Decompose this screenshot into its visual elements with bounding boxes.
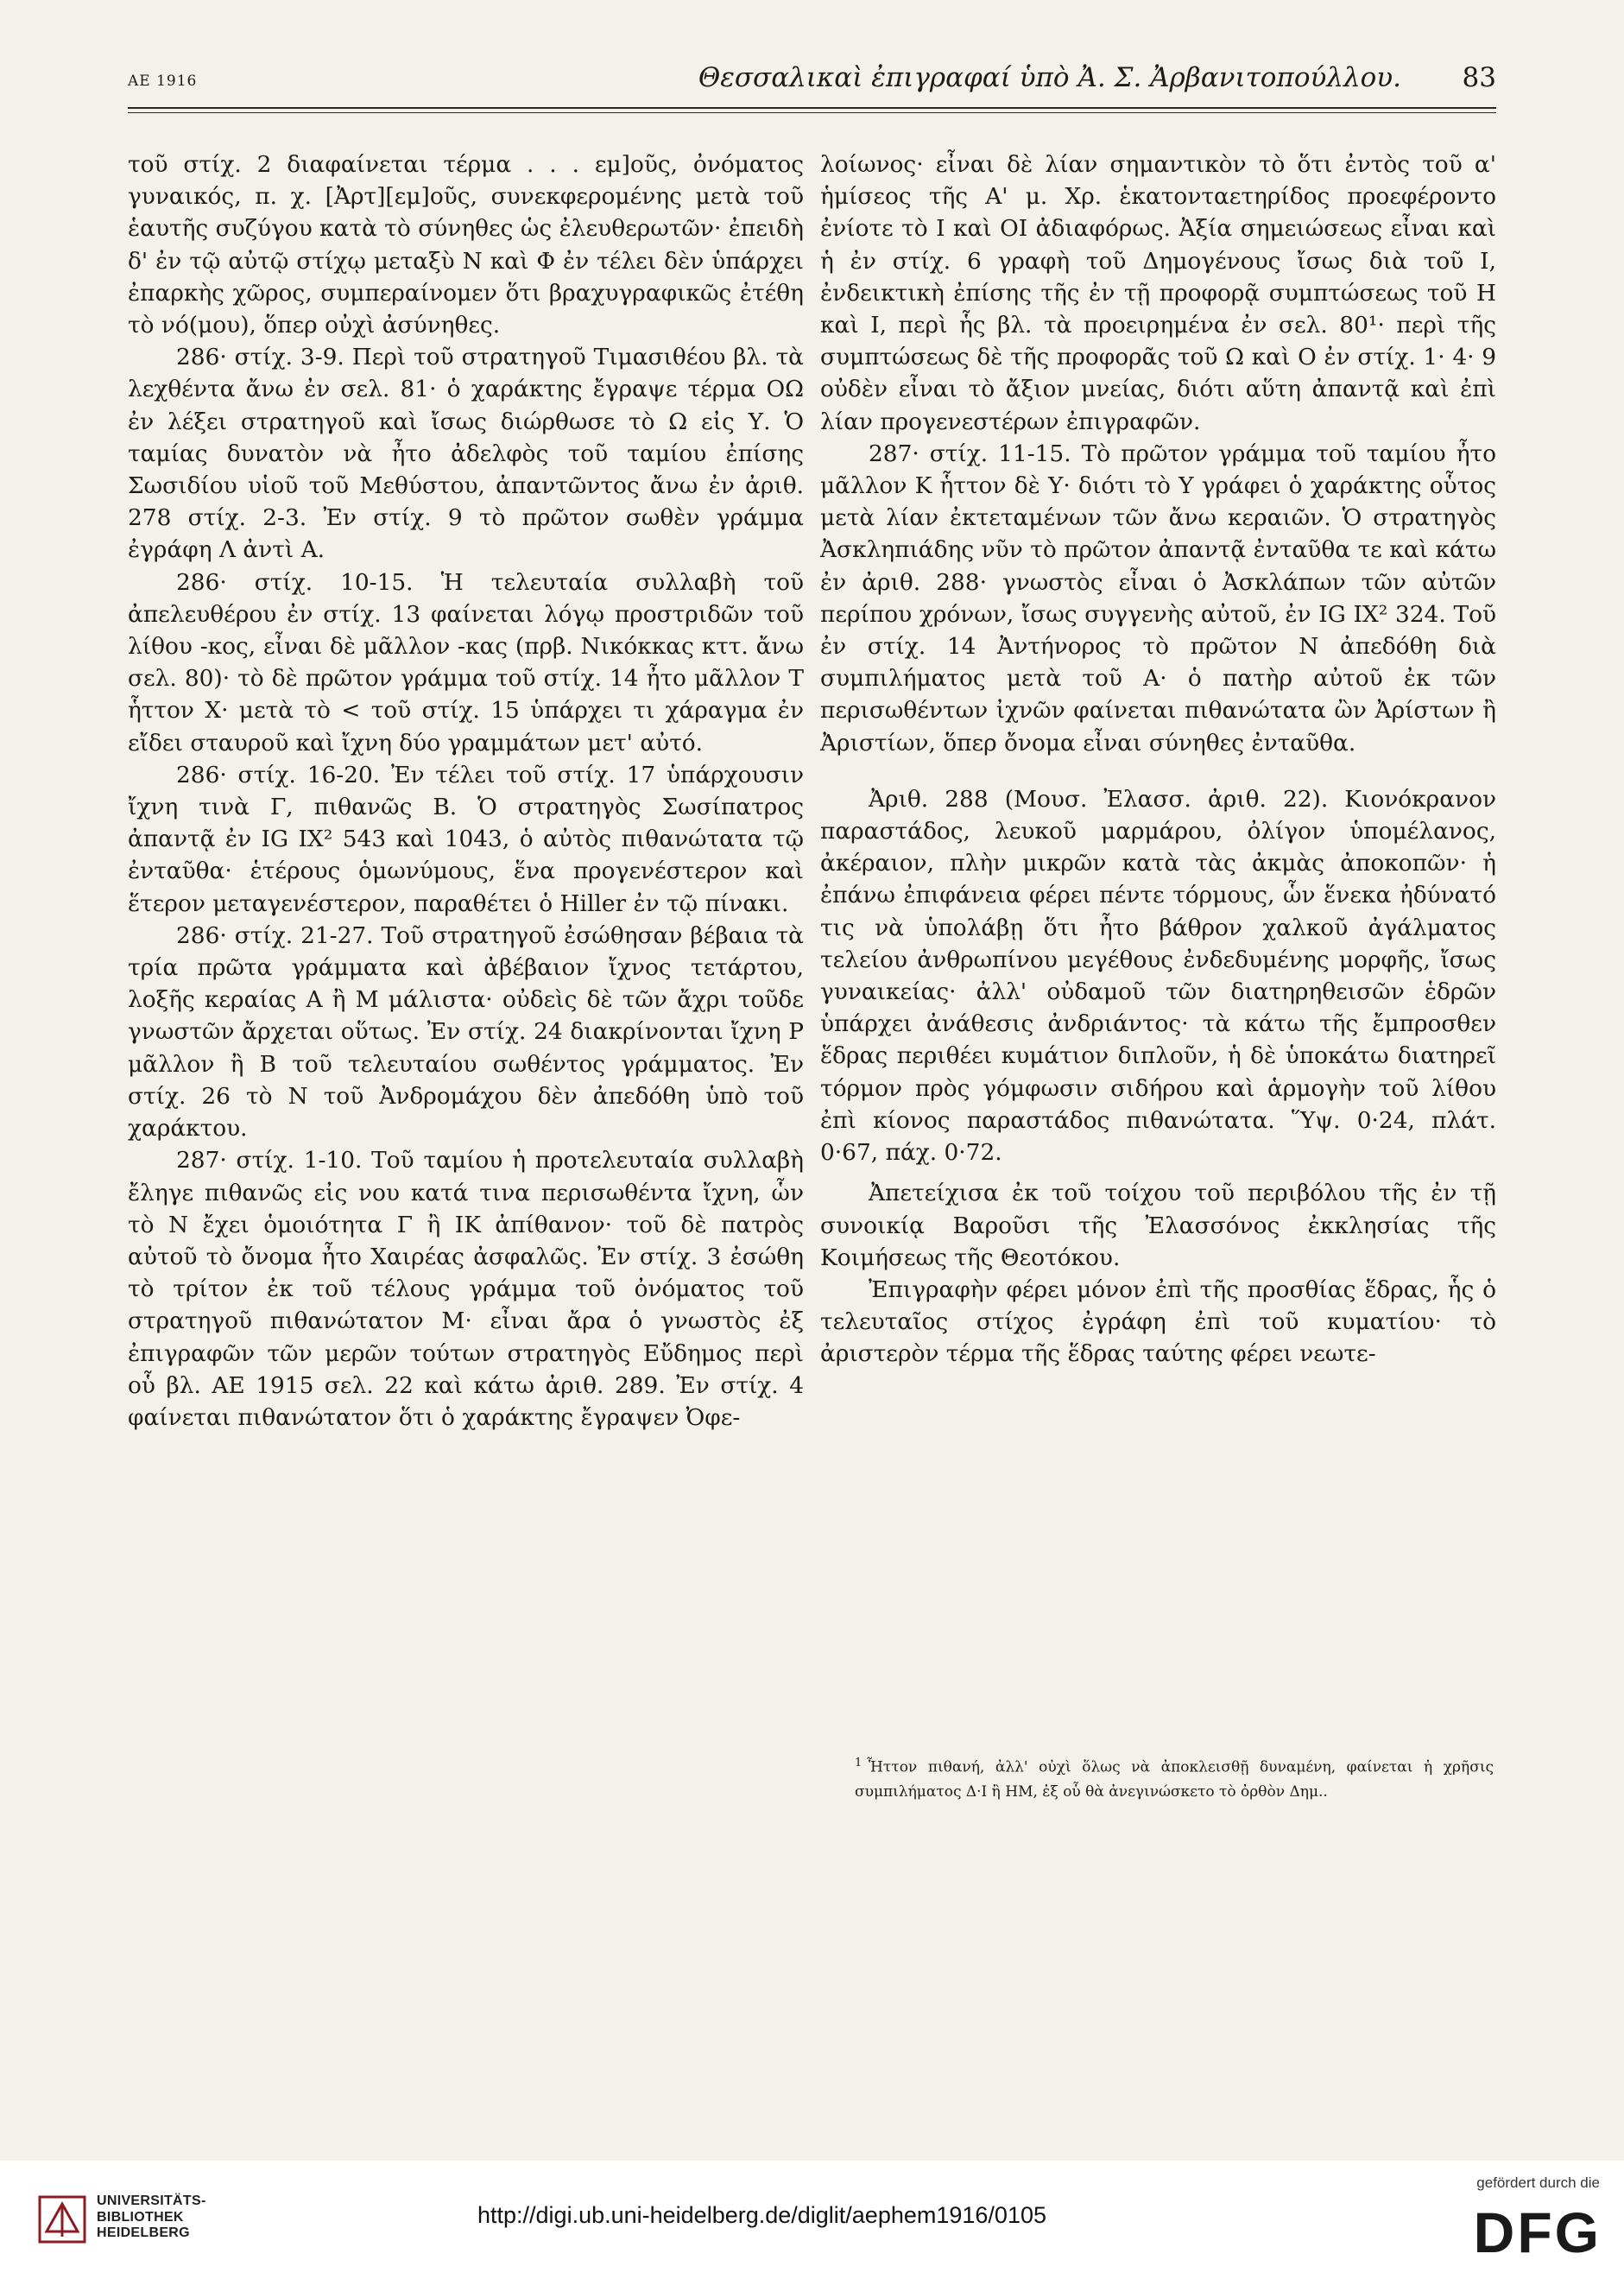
paragraph: 286· στίχ. 10-15. Ἡ τελευταία συλλαβὴ τοῦ ἀπελευθέρου ἐν στίχ. 13 φαίνεται λόγῳ προστριδῶν τοῦ λίθου -κος, εἶναι δὲ μᾶλλον -κας (πρβ. Νικόκκας κττ. ἄνω σελ. 80)· τὸ δὲ πρῶτον γράμμα τοῦ στίχ. 14 ἦτο μᾶλλον Τ ἧττον Χ· μετὰ τὸ < τοῦ στίχ. 15 ὑπάρχει τι χάραγμα ἐν εἴδει σταυροῦ καὶ ἴχνη δύο γραμμάτων μετ' αὐτό. [128, 568, 804, 757]
paragraph: 286· στίχ. 16-20. Ἐν τέλει τοῦ στίχ. 17 ὑπάρχουσιν ἴχνη τινὰ Γ, πιθανῶς Β. Ὁ στρατηγὸς Σωσίπατρος ἀπαντᾷ ἐν IG IX² 543 καὶ 1043, ὁ αὐτὸς πιθανώτατα τῷ ἐνταῦθα· ἑτέρους ὁμωνύμους, ἕνα προγενέστερον καὶ ἕτερον μεταγενέστερον, παραθέτει ὁ Hiller ἐν τῷ πίνακι. [128, 761, 804, 917]
institution-line: UNIVERSITÄTS- [97, 2194, 206, 2208]
right-column [820, 149, 1496, 1371]
paragraph: 286· στίχ. 3-9. Περὶ τοῦ στρατηγοῦ Τιμασιθέου βλ. τὰ λεχθέντα ἄνω ἐν σελ. 81· ὁ χαράκτης ἔγραψε τέρμα ΟΩ ἐν λέξει στρατηγοῦ καὶ ἴσως διώρθωσε τὸ Ω εἰς Υ. Ὁ ταμίας δυνατὸν νὰ ἦτο ἀδελφὸς τοῦ ταμίου ἐπίσης Σωσιδίου υἱοῦ τοῦ Μεθύστου, ἀπαντῶντος ἄνω ἐν ἀριθ. 278 στίχ. 2-3. Ἐν στίχ. 9 τὸ πρῶτον σωθὲν γράμμα ἐγράφη Λ ἀντὶ Α. [128, 344, 804, 564]
journal-label: ΑΕ 1916 [128, 73, 198, 90]
header-rule [128, 107, 1496, 109]
dfg-logo: DFG [1473, 2200, 1602, 2264]
paragraph: 287· στίχ. 11-15. Τὸ πρῶτον γράμμα τοῦ ταμίου ἦτο μᾶλλον Κ ἧττον δὲ Υ· διότι τὸ Υ γράφει ὁ χαράκτης οὗτος μετὰ λίαν ἐκτεταμένων τῶν ἄνω κεραιῶν. Ὁ στρατηγὸς Ἀσκληπιάδης νῦν τὸ πρῶτον ἀπαντᾷ ἐνταῦθα τε καὶ κάτω ἐν ἀριθ. 288· γνωστὸς εἶναι ὁ Ἀσκλάπων τῶν αὐτῶν περίπου χρόνων, ἴσως συγγενὴς αὐτοῦ, ἐν IG IX² 324. Τοῦ ἐν στίχ. 14 Ἀντήνορος τὸ πρῶτον Ν ἀπεδόθη διὰ συμπιλήματος μετὰ τοῦ Α· ὁ πατὴρ αὐτοῦ ἐκ τῶν περισωθέντων ἰχνῶν φαίνεται πιθανώτατα ὢν Ἀρίστων ἢ Ἀριστίων, ὅπερ ὄνομα εἶναι σύνηθες ἐνταῦθα. [820, 440, 1496, 757]
running-title: Θεσσαλικαὶ ἐπιγραφαί ὑπὸ Ἀ. Σ. Ἀρβανιτοπούλλου. [698, 62, 1401, 93]
paragraph: 286· στίχ. 21-27. Τοῦ στρατηγοῦ ἐσώθησαν βέβαια τὰ τρία πρῶτα γράμματα καὶ ἀβέβαιον ἴχνος τετάρτου, λοξῆς κεραίας Α ἢ Μ μάλιστα· οὐδεὶς δὲ τῶν ἄχρι τοῦδε γνωστῶν ἄρχεται οὕτως. Ἐν στίχ. 24 διακρίνονται ἴχνη Ρ μᾶλλον ἢ Β τοῦ τελευταίου σωθέντος γράμματος. Ἐν στίχ. 26 τὸ Ν τοῦ Ἀνδρομάχου δὲν ἀπεδόθη ὑπὸ τοῦ χαράκτου. [128, 921, 804, 1143]
paragraph: Ἀπετείχισα ἐκ τοῦ τοίχου τοῦ περιβόλου τῆς ἐν τῇ συνοικίᾳ Βαροῦσι τῆς Ἐλασσόνος ἐκκλησίας τῆς Κοιμήσεως τῆς Θεοτόκου. [820, 1180, 1496, 1271]
university-library-logo-icon [36, 2192, 88, 2245]
institution-name [97, 2194, 206, 2242]
funder-caption: gefördert durch die [1476, 2175, 1600, 2191]
paragraph: λοίωνος· εἶναι δὲ λίαν σημαντικὸν τὸ ὅτι ἐντὸς τοῦ α' ἡμίσεος τῆς Α' μ. Χρ. ἑκατονταετηρίδος προεφέροντο ἐνίοτε τὸ Ι καὶ ΟΙ ἀδιαφόρως. Ἀξία σημειώσεως εἶναι καὶ ἡ ἐν στίχ. 6 γραφὴ τοῦ Δημογένους ἴσως διὰ τοῦ Ι, ἐνδεικτικὴ ἐπίσης τῆς ἐν τῇ προφορᾷ συμπτώσεως τοῦ Η καὶ Ι, περὶ ἧς βλ. τὰ προειρημένα ἐν σελ. 80¹· περὶ τῆς συμπτώσεως δὲ τῆς προφορᾶς τοῦ Ω καὶ Ο ἐν στίχ. 1· 4· 9 οὐδὲν εἶναι τὸ ἄξιον μνείας, διότι αὕτη ἀπαντᾷ καὶ ἐπὶ λίαν προγενεστέρων ἐπιγραφῶν. [820, 151, 1496, 435]
source-url-link[interactable]: http://digi.ub.uni-heidelberg.de/diglit/aephem1916/0105 [477, 2202, 1046, 2228]
paragraph: τοῦ στίχ. 2 διαφαίνεται τέρμα . . . εμ]οῦς, ὀνόματος γυναικός, π. χ. [Ἀρτ][εμ]οῦς, συνεκφερομένης μετὰ τοῦ ἑαυτῆς συζύγου κατὰ τὸ σύνηθες ὡς ἐλευθερωτῶν· ἐπειδὴ δ' ἐν τῷ αὐτῷ στίχῳ μεταξὺ Ν καὶ Φ ἐν τέλει δὲν ὑπάρχει ἐπαρκὴς χῶρος, συμπεραίνομεν ὅτι βραχυγραφικῶς ἐτέθη τὸ νό(μου), ὅπερ οὐχὶ ἀσύνηθες. [128, 151, 804, 339]
header-rule-thin [128, 112, 1496, 113]
page-number: 83 [1462, 62, 1496, 93]
footnote-marker: 1 [855, 1757, 863, 1769]
left-column [128, 149, 804, 1434]
page-header [128, 57, 1496, 104]
footnote-text: Ἧττον πιθανή, ἀλλ' οὐχὶ ὅλως νὰ ἀποκλεισθῇ δυναμένη, φαίνεται ἡ χρῆσις συμπιλήματος Δ·Ι ἢ ΗΜ, ἐξ οὗ θὰ ἀνεγινώσκετο τὸ ὀρθὸν Δημ.. [855, 1758, 1494, 1801]
section-heading-paragraph: Ἀριθ. 288 (Μουσ. Ἐλασσ. ἀριθ. 22). Κιονόκρανον παραστάδος, λευκοῦ μαρμάρου, ὀλίγον ὑπομέλανος, ἀκέραιον, πλὴν μικρῶν κατὰ τὰς ἀκμὰς ἀποκοπῶν· ἡ ἐπάνω ἐπιφάνεια φέρει πέντε τόρμους, ὧν ἕνεκα ἠδύνατό τις νὰ ὑπολάβῃ ὅτι ἦτο βάθρον χαλκοῦ ἀγάλματος τελείου ἀνθρωπίνου μεγέθους ἐνδεδυμένης μορφῆς, ἴσως γυναικείας· ἀλλ' οὐδαμοῦ τῶν διατηρηθεισῶν ἑδρῶν ὑπάρχει ἀνάθεσις ἀνδριάντος· τὰ κάτω τῆς ἔμπροσθεν ἕδρας περιθέει κυμάτιον διπλοῦν, ἡ δὲ ὑποκάτω διατηρεῖ τόρμον πρὸς γόμφωσιν σιδήρου καὶ ἁρμογὴν τοῦ λίθου ἐπὶ κίονος παραστάδος πιθανώτατα. Ὕψ. 0·24, πλάτ. 0·67, πάχ. 0·72. [820, 785, 1496, 1167]
institution-line: HEIDELBERG [97, 2225, 190, 2240]
paragraph: Ἐπιγραφὴν φέρει μόνον ἐπὶ τῆς προσθίας ἕδρας, ἧς ὁ τελευταῖος στίχος ἐγράφη ἐπὶ τοῦ κυματίου· τὸ ἀριστερὸν τέρμα τῆς ἕδρας ταύτης φέρει νεωτε- [820, 1276, 1496, 1368]
footer-bar [0, 2161, 1624, 2279]
paragraph: 287· στίχ. 1-10. Τοῦ ταμίου ἡ προτελευταία συλλαβὴ ἔληγε πιθανῶς εἰς νου κατά τινα περισωθέντα ἴχνη, ὧν τὸ Ν ἔχει ὁμοιότητα Γ ἢ ΙΚ ἀπίθανον· τοῦ δὲ πατρὸς αὐτοῦ τὸ ὄνομα ἦτο Χαιρέας ἀσφαλῶς. Ἐν στίχ. 3 ἐσώθη τὸ τρίτον ἐκ τοῦ τέλους γράμμα τοῦ ὀνόματος τοῦ στρατηγοῦ πιθανώτατον Μ· εἶναι ἄρα ὁ γνωστὸς ἐξ ἐπιγραφῶν τῶν μερῶν τούτων στρατηγὸς Εὔδημος περὶ οὗ βλ. ΑΕ 1915 σελ. 22 καὶ κάτω ἀριθ. 289. Ἐν στίχ. 4 φαίνεται πιθανώτατον ὅτι ὁ χαράκτης ἔγραψεν Ὀφε- [128, 1147, 804, 1431]
footnote [855, 1751, 1494, 1804]
institution-line: BIBLIOTHEK [97, 2209, 184, 2225]
